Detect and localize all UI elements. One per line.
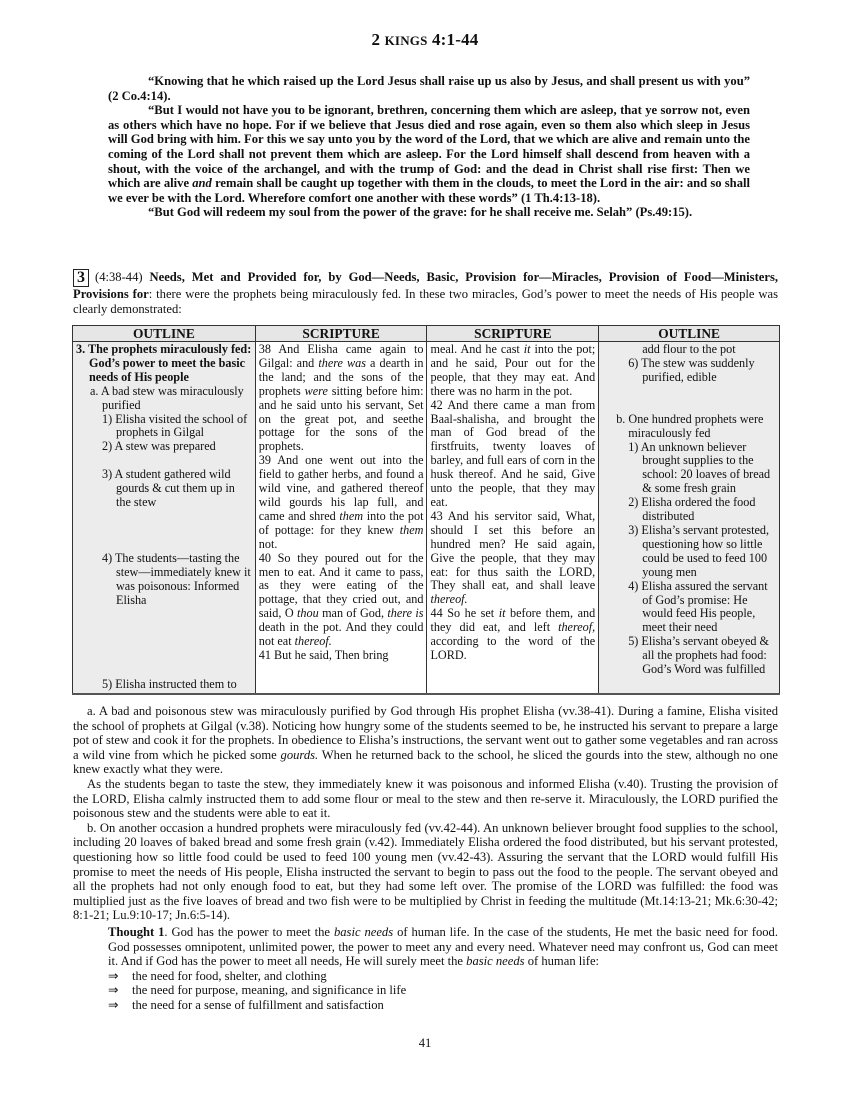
verse-41-start: 41 But he said, Then bring	[258, 647, 389, 662]
outline-point-b: b. One hundred prophets were miraculously fed	[616, 411, 764, 440]
outline-scripture-table	[72, 325, 780, 695]
verse-42: 42 And there came a man from Baal-shalisha, and brought the man of God bread of the firstfruits, twenty loaves of barley, and full ears of corn in the husk thereof. And he said, Give unto the people, that they may eat.	[430, 397, 596, 509]
list-item: ⇒ the need for food, shelter, and clothing	[108, 968, 327, 983]
thought-paragraph: Thought 1. God has the power to meet the basic needs of human life. In the case of the students, He met the basic need for food. God possesses omnipotent, unlimited power, the power to meet any and every need. Whatever need may confront us, God can meet it. And if God has the power to meet all needs, He will surely meet the basic needs of human life:	[108, 925, 778, 969]
header-scripture-right: SCRIPTURE	[427, 326, 599, 342]
thought-bullet-list	[108, 969, 778, 1013]
double-arrow-icon: ⇒	[108, 968, 119, 983]
outline-point-b2: 2) Elisha ordered the food distributed	[628, 495, 756, 524]
commentary	[73, 704, 778, 923]
quote-psalms: “But God will redeem my soul from the power of the grave: for he shall receive me. Selah” (Ps.49:15).	[148, 205, 693, 220]
outline-point-a5-cont: add flour to the pot	[642, 342, 736, 356]
header-outline-left: OUTLINE	[73, 326, 256, 342]
table-header-row	[73, 326, 780, 342]
quote-1-thessalonians: “But I would not have you to be ignorant, brethren, concerning them which are asleep, that ye sorrow not, even as others which have no hope. For if we believe that Jesus died and rose again, even so them also which sleep in Jesus will God bring with him. For this we say unto you by the word of the Lord, that we which are alive and remain unto the coming of the Lord shall not prevent them which are asleep. For the Lord himself shall descend from heaven with a shout, with the voice of the archangel, and with the trump of God: and the dead in Christ shall rise first: Then we which are alive and remain shall be caught up together with them in the clouds, to meet the Lord in the air: and so shall we ever be with the Lord. Wherefore comfort one another with these words” (1 Th.4:13-18).	[108, 103, 750, 205]
verse-40: 40 So they poured out for the men to eat. And it came to pass, as they were eating of the pottage, that they cried out, and said, O thou man of God, there is death in the pot. And they could not eat thereof.	[258, 550, 424, 649]
outline-point-a2: 2) A stew was prepared	[102, 439, 216, 454]
verse-43: 43 And his servitor said, What, should I set this before an hundred men? He said again, Give the people, that they may eat: for thus saith the LORD, They shall eat, and shall leave thereof.	[430, 508, 596, 607]
page-title: 2 KINGS 4:1-44	[371, 30, 479, 49]
outline-point-a5: 5) Elisha instructed them to	[102, 676, 237, 691]
verse-41-end: meal. And he cast it into the pot; and he said, Pour out for the people, that they may eat. And there was no harm in the pot.	[430, 342, 596, 398]
outline-point-a1: 1) Elisha visited the school of prophets in Gilgal	[102, 411, 248, 440]
section-ref: (4:38-44)	[95, 270, 150, 284]
header-outline-right: OUTLINE	[599, 326, 780, 342]
outline-right-cell	[599, 342, 780, 694]
thought-block	[108, 925, 778, 1013]
page-number: 41	[418, 1036, 432, 1050]
double-arrow-icon: ⇒	[108, 983, 119, 998]
quote-2-corinthians: “Knowing that he which raised up the Lord Jesus shall raise up us also by Jesus, and shall present us with you” (2 Co.4:14).	[108, 74, 750, 103]
commentary-paragraph-a: a. A bad and poisonous stew was miraculously purified by God through His prophet Elisha (vv.38-41). During a famine, Elisha visited the school of prophets at Gilgal (v.38). Noticing how hungry some of the students seemed to be, he instructed his servant to prepare a large pot of stew and cook it for the prophets. In obedience to Elisha’s instructions, the servant went out to gather some vegetables and ran across a wild vine from which he picked some gourds. When he returned back to the school, he sliced the gourds into the stew, although no one knew exactly what they were.	[73, 704, 778, 777]
outline-main-point: 3. The prophets miraculously fed: God’s power to meet the basic needs of His people	[76, 342, 252, 384]
section-intro: : there were the prophets being miraculously fed. In these two miracles, God’s power to meet the needs of His people was clearly demonstrated:	[73, 287, 778, 316]
verse-38: 38 And Elisha came again to Gilgal: and there was a dearth in the land; and the sons of the prophets were sitting before him: and he said unto his servant, Set on the great pot, and seethe pottage for the sons of the prophets.	[258, 342, 424, 454]
verse-44: 44 So he set it before them, and they did eat, and left thereof, according to the word of the LORD.	[430, 606, 596, 662]
scripture-right-cell	[427, 342, 599, 694]
list-item: ⇒ the need for a sense of fulfillment and satisfaction	[108, 997, 384, 1012]
outline-point-b1: 1) An unknown believer brought supplies to the school: 20 loaves of bread & some fresh grain	[628, 439, 771, 496]
outline-point-b4: 4) Elisha assured the servant of God’s promise: He would feed His people, meet their need	[628, 578, 768, 635]
table-row	[73, 342, 780, 694]
outline-point-a3: 3) A student gathered wild gourds & cut them up in the stew	[102, 467, 235, 510]
header-scripture-left: SCRIPTURE	[255, 326, 427, 342]
list-item: ⇒ the need for purpose, meaning, and significance in life	[108, 983, 407, 998]
double-arrow-icon: ⇒	[108, 997, 119, 1012]
section-number-box: 3	[73, 269, 89, 287]
commentary-paragraph-b: b. On another occasion a hundred prophets were miraculously fed (vv.42-44). An unknown believer brought food supplies to the school, including 20 loaves of baked bread and some fresh grain (v.42). Immediately Elisha ordered the food distributed, but his servant protested, questioning how so little food could be used to feed 100 young men (vv.42-43). Assuring the servant that the LORD would fulfill His promise to meet the needs of His people, Elisha instructed the servant to begin to pass out the food to the people. The servant obeyed and all the prophets had not only enough food to eat, but they had some left over. The promise of the LORD was fulfilled: the food was multiplied just as the five loaves of bread and two fish were to be multiplied by Christ in feeding the multitude (Mt.14:13-21; Mk.6:30-42; 8:1-21; Lu.9:10-17; Jn.6:5-14).	[73, 820, 778, 923]
outline-point-a4: 4) The students—tasting the stew—immediately knew it was poisonous: Informed Elisha	[102, 550, 251, 607]
commentary-paragraph-a2: As the students began to taste the stew, they immediately knew it was poisonous and informed Elisha (v.40). Trusting the provision of the LORD, Elisha calmly instructed them to add some flour or meal to the stew and then re-serve it. Miraculously, the LORD purified the poisonous stew and the students were able to eat it.	[73, 776, 778, 821]
outline-point-b5: 5) Elisha’s servant obeyed & all the prophets had food: God’s Word was fulfilled	[628, 634, 770, 677]
outline-left-cell	[73, 342, 256, 694]
outline-point-b3: 3) Elisha’s servant protested, questioning how so little could be used to feed 100 young men	[628, 522, 770, 579]
section-heading	[73, 270, 778, 316]
title-smallcaps: KINGS	[384, 33, 428, 48]
thought-label: Thought 1	[108, 925, 165, 939]
scripture-quotes	[108, 74, 750, 220]
section-topics: Needs, Met and Provided for, by God—Needs, Basic, Provision for—Miracles, Provision of Food—Ministers, Provisions for	[73, 270, 779, 301]
verse-39: 39 And one went out into the field to gather herbs, and found a wild vine, and gathered thereof wild gourds his lap full, and came and shred them into the pot of pottage: for they knew them not.	[258, 453, 424, 551]
scripture-left-cell	[255, 342, 427, 694]
outline-point-a6: 6) The stew was suddenly purified, edible	[628, 355, 755, 384]
outline-point-a: a. A bad stew was miraculously purified	[90, 383, 244, 412]
